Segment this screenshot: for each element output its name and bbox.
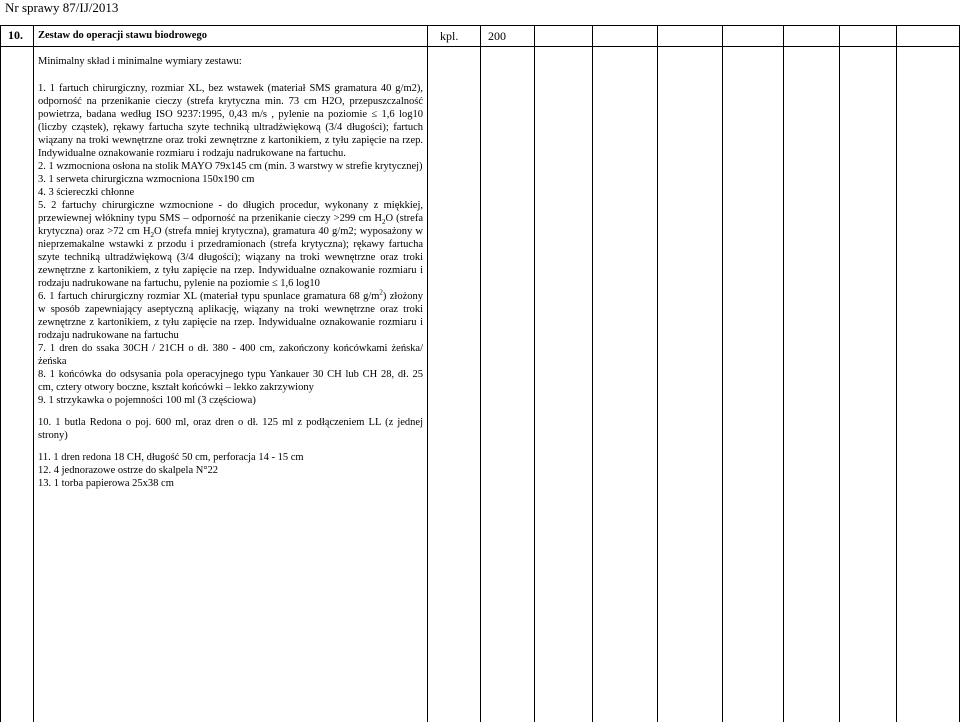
subscript: 2 (150, 231, 155, 240)
spacer (38, 407, 423, 416)
col-border (722, 25, 723, 722)
quantity: 200 (488, 29, 506, 43)
col-border (839, 25, 840, 722)
list-item (38, 290, 423, 342)
list-item (38, 199, 423, 290)
col-border (427, 25, 428, 722)
unit-of-measure: kpl. (440, 29, 459, 43)
composition-subtitle: Minimalny skład i minimalne wymiary zestawu: (38, 56, 242, 67)
spacer (38, 442, 423, 451)
list-item: 2. 1 wzmocniona osłona na stolik MAYO 79x145 cm (min. 3 warstwy w strefie krytycznej) (38, 161, 423, 172)
list-item: 11. 1 dren redona 18 CH, długość 50 cm, perforacja 14 - 15 cm (38, 452, 304, 463)
list-item: 8. 1 końcówka do odsysania pola operacyjnego typu Yankauer 30 CH lub CH 28, dł. 25 cm, cztery otwory boczne, kształt końcówki – lekko zakrzywiony (38, 369, 423, 393)
list-item: 3. 1 serweta chirurgiczna wzmocniona 150x190 cm (38, 174, 255, 185)
list-item-text: 5. 2 fartuchy chirurgiczne wzmocnione - do długich procedur, wykonany z miękkiej, przewiewnej włókniny typu SMS – odporność na przenikanie cieczy >299 cm H (38, 200, 423, 224)
list-item: 12. 4 jednorazowe ostrze do skalpela N°22 (38, 465, 219, 476)
col-border (534, 25, 535, 722)
superscript: 2 (379, 288, 383, 297)
list-item: 10. 1 butla Redona o poj. 600 ml, oraz dren o dł. 125 ml z podłączeniem LL (z jednej strony) (38, 417, 423, 441)
document-number: Nr sprawy 87/IJ/2013 (5, 0, 119, 15)
col-border (783, 25, 784, 722)
item-title: Zestaw do operacji stawu biodrowego (38, 30, 207, 41)
list-item: 4. 3 ściereczki chłonne (38, 187, 135, 198)
list-item: 7. 1 dren do ssaka 30CH / 21CH o dł. 380 - 400 cm, zakończony końcówkami żeńska/żeńska (38, 343, 423, 367)
col-border (896, 25, 897, 722)
col-border (592, 25, 593, 722)
col-border (33, 25, 34, 722)
list-item-text: O (strefa mniej krytyczna), gramatura 40 g/m2; wyposażony w nieprzemakalne wstawki z przodu i przedramionach (strefa krytyczna); rękawy fartucha szyte techniką ultradźwiękową (3/4 długości); wiązany na troki wewnętrzne oraz troki zewnętrzne z kartonikiem, z tyłu zapięcie na rzep. Indywidualne oznakowanie rozmiaru i rodzaju nadrukowane na fartuchu, pylenie na poziomie ≤ 1,6 log10 (38, 226, 423, 289)
title-row-border (0, 46, 960, 47)
table-top-border (0, 25, 960, 26)
composition-list (38, 82, 423, 490)
list-item: 13. 1 torba papierowa 25x38 cm (38, 478, 174, 489)
col-border (657, 25, 658, 722)
list-item-text: ) złożony w sposób zapewniający aseptyczną aplikację, wiązany na troki wewnętrzne oraz troki zewnętrzne z kartonikiem, z tyłu zapięcie na rzep. Indywidualne oznakowanie rozmiaru i rodzaju nadrukowane na fartuchu (38, 291, 423, 341)
col-border (480, 25, 481, 722)
row-number: 10. (8, 28, 23, 42)
col-border (0, 25, 1, 722)
list-item-text: 6. 1 fartuch chirurgiczny rozmiar XL (materiał typu spunlace gramatura 68 g/m (38, 291, 380, 302)
list-item: 9. 1 strzykawka o pojemności 100 ml (3 częściowa) (38, 395, 256, 406)
subscript: 2 (381, 218, 386, 227)
list-item: 1. 1 fartuch chirurgiczny, rozmiar XL, bez wstawek (materiał SMS gramatura 40 g/m2), odporność na przenikanie cieczy (strefa krytyczna min. 73 cm H2O, przepuszczalność powietrza, badana według ISO 9237:1995, 0,43 m/s , pylenie na poziomie ≤ 1,6 log10 (liczby cząstek), rękawy fartucha szyte techniką ultradźwiękową (3/4 długości); fartuch wiązany na troki wewnętrzne oraz troki zewnętrzne z kartonikiem, z tyłu zapięcie na rzep. Indywidualne oznakowanie rozmiaru i rodzaju nadrukowane na fartuchu. (38, 83, 423, 159)
list-item-text: O (strefa krytyczna) oraz >72 cm H (38, 213, 423, 237)
